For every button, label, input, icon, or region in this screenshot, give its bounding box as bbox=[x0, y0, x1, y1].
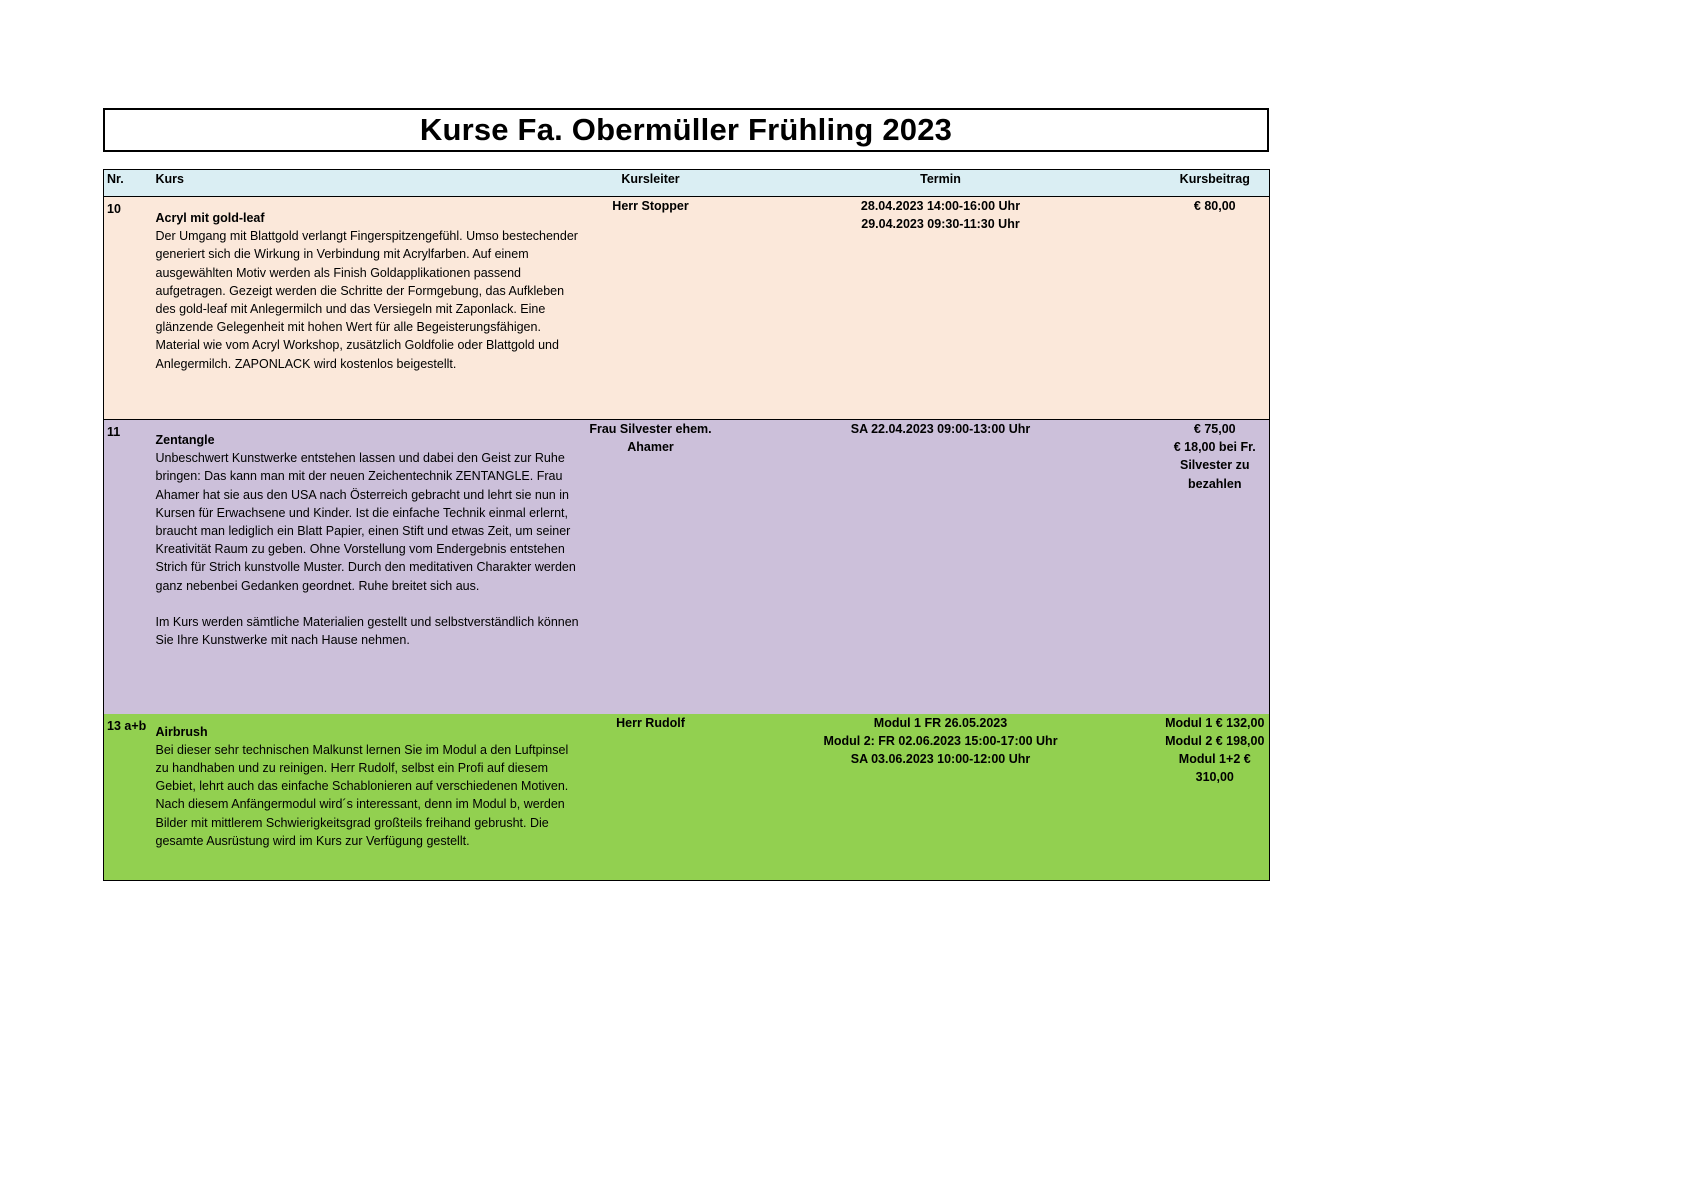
title-box bbox=[103, 108, 1269, 152]
course-termin bbox=[721, 714, 1161, 881]
course-nr: 13 a+b bbox=[107, 718, 147, 733]
table-header-row bbox=[104, 170, 1270, 197]
termin-text: 28.04.2023 14:00-16:00 Uhr 29.04.2023 09:30-11:30 Uhr bbox=[860, 199, 1021, 232]
course-cell bbox=[156, 714, 581, 881]
course-kursbeitrag bbox=[1161, 420, 1270, 714]
header-kurs: Kurs bbox=[156, 170, 581, 197]
header-nr: Nr. bbox=[104, 170, 156, 197]
header-termin: Termin bbox=[721, 170, 1161, 197]
kursbeitrag-text: Modul 1 € 132,00 Modul 2 € 198,00 Modul 1+2 € 310,00 bbox=[1165, 715, 1265, 785]
header-kursbeitrag: Kursbeitrag bbox=[1161, 170, 1270, 197]
table-row bbox=[104, 197, 1270, 420]
course-kursbeitrag bbox=[1161, 714, 1270, 881]
termin-text: Modul 1 FR 26.05.2023 Modul 2: FR 02.06.2023 15:00-17:00 Uhr SA 03.06.2023 10:00-12:00 Uhr bbox=[823, 715, 1058, 766]
course-title: Acryl mit gold-leaf bbox=[155, 211, 265, 225]
kursleiter-text: Herr Rudolf bbox=[616, 715, 685, 730]
course-cell bbox=[156, 197, 581, 420]
course-nr: 11 bbox=[107, 425, 121, 439]
course-description: Der Umgang mit Blattgold verlangt Fingerspitzengefühl. Umso bestechender generiert sich die Wirkung in Verbindung mit Acrylfarben. Auf einem ausgewählten Motiv werden als Finish Goldapplikationen passend aufgetragen. Gezeigt werden die Schritte der Formgebung, das Aufkleben des gold-leaf mit Anlegermilch und das Versiegeln mit Zaponlack. Eine glänzende Gelegenheit mit hohen Wert für alle Begeisterungsfähigen. Material wie vom Acryl Workshop, zusätzlich Goldfolie oder Blattgold und Anlegermilch. ZAPONLACK wird kostenlos beigestellt. bbox=[155, 229, 578, 371]
kursleiter-text: Frau Silvester ehem. Ahamer bbox=[589, 422, 712, 455]
course-title: Zentangle bbox=[155, 433, 215, 447]
header-kursleiter: Kursleiter bbox=[581, 170, 721, 197]
table-row bbox=[104, 714, 1270, 881]
course-kursleiter bbox=[581, 197, 721, 420]
termin-text: SA 22.04.2023 09:00-13:00 Uhr bbox=[850, 422, 1031, 436]
kursleiter-text: Herr Stopper bbox=[612, 199, 689, 213]
kursbeitrag-text: € 80,00 bbox=[1193, 199, 1236, 213]
course-nr: 10 bbox=[107, 202, 121, 216]
course-kursbeitrag bbox=[1161, 197, 1270, 420]
table-row bbox=[104, 420, 1270, 714]
course-title: Airbrush bbox=[155, 724, 208, 739]
course-termin bbox=[721, 420, 1161, 714]
kursbeitrag-text: € 75,00 € 18,00 bei Fr. Silvester zu bezahlen bbox=[1173, 422, 1256, 491]
course-termin bbox=[721, 197, 1161, 420]
courses-table bbox=[103, 169, 1270, 881]
course-cell bbox=[156, 420, 581, 714]
page-title: Kurse Fa. Obermüller Frühling 2023 bbox=[419, 112, 953, 147]
course-kursleiter bbox=[581, 714, 721, 881]
course-description: Unbeschwert Kunstwerke entstehen lassen und dabei den Geist zur Ruhe bringen: Das kann man mit der neuen Zeichentechnik ZENTANGLE. Frau Ahamer hat sie aus den USA nach Österreich gebracht und lehrt sie nun in Kursen für Erwachsene und Kinder. Ist die einfache Technik einmal erlernt, braucht man lediglich ein Blatt Papier, einen Stift und etwas Zeit, um seiner Kreativität Raum zu geben. Ohne Vorstellung vom Endergebnis entstehen Strich für Strich kunstvolle Muster. Durch den meditativen Charakter werden ganz nebenbei Gedanken geordnet. Ruhe breitet sich aus. Im Kurs werden sämtliche Materialien gestellt und selbstverständlich können Sie Ihre Kunstwerke mit nach Hause nehmen. bbox=[155, 451, 579, 648]
course-kursleiter bbox=[581, 420, 721, 714]
course-description: Bei dieser sehr technischen Malkunst lernen Sie im Modul a den Luftpinsel zu handhaben und zu reinigen. Herr Rudolf, selbst ein Profi auf diesem Gebiet, lehrt auch das einfache Schablonieren auf verschiedenen Motiven. Nach diesem Anfängermodul wird´s interessant, denn im Modul b, werden Bilder mit mittlerem Schwierigkeitsgrad großteils freihand gebrusht. Die gesamte Ausrüstung wird im Kurs zur Verfügung gestellt. bbox=[155, 742, 569, 848]
